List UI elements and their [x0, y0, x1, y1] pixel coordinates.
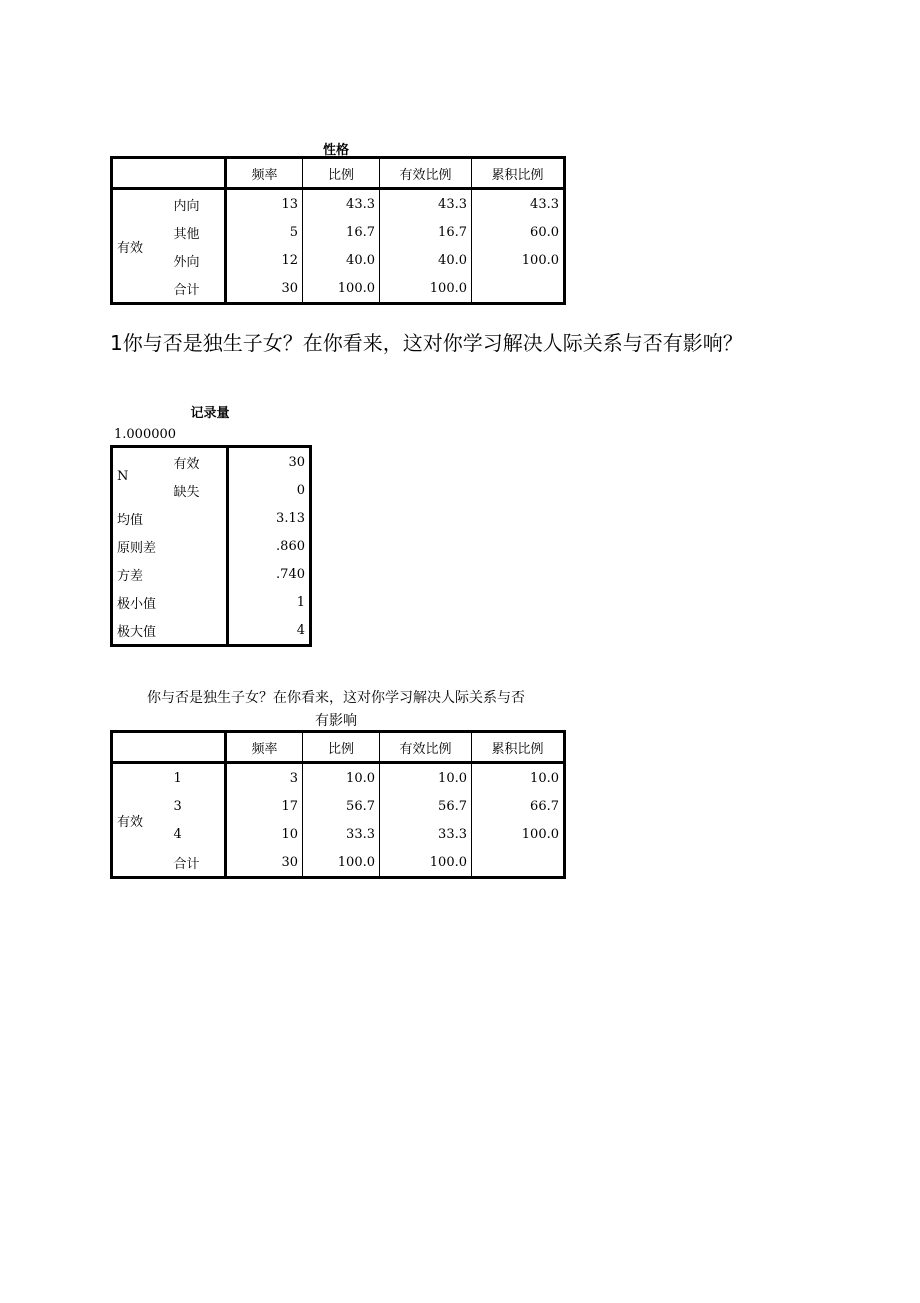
cell: 16.7: [303, 218, 380, 246]
cell: 30: [226, 848, 303, 878]
cell: 100.0: [380, 274, 472, 304]
cell: 33.3: [380, 820, 472, 848]
table-row: [112, 532, 311, 560]
cell: 10.0: [472, 763, 565, 793]
row-label: 其他: [173, 226, 200, 242]
question-heading: 1你与否是独生子女？在你看来，这对你学习解决人际关系与否有影响？: [110, 331, 743, 355]
table-row: [112, 792, 565, 820]
cell: 13: [226, 189, 303, 219]
table3-header-row: [112, 732, 565, 763]
table-row: [112, 763, 565, 793]
cell: 10.0: [380, 763, 472, 793]
table1-header: 比例: [303, 158, 380, 189]
cell: 5: [226, 218, 303, 246]
table1-header: 频率: [226, 158, 303, 189]
table-row: [112, 218, 565, 246]
cell: 100.0: [472, 820, 565, 848]
row-label: 合计: [170, 848, 226, 878]
cell: 100.0: [380, 848, 472, 878]
cell: 43.3: [303, 189, 380, 219]
table2: [110, 445, 312, 647]
cell: 30: [226, 274, 303, 304]
table1-header-row: [112, 158, 565, 189]
cell: 40.0: [380, 246, 472, 274]
cell: [472, 274, 565, 304]
table-row: [112, 616, 311, 646]
row-label: 合计: [170, 274, 226, 304]
table1: [110, 156, 566, 305]
table1-header: 累积比例: [472, 158, 565, 189]
cell: 100.0: [472, 246, 565, 274]
cell: 10: [226, 820, 303, 848]
table-row: [112, 189, 565, 219]
table1-corner: [112, 158, 226, 189]
cell: 12: [226, 246, 303, 274]
table3-title-line1: 你与否是独生子女？在你看来，这对你学习解决人际关系与否: [147, 690, 525, 706]
cell: [472, 848, 565, 878]
table2-title: 记录量: [190, 406, 230, 421]
table3-corner: [112, 732, 226, 763]
cell: 1: [228, 588, 311, 616]
table3-header: 累积比例: [472, 732, 565, 763]
cell: 66.7: [472, 792, 565, 820]
row-label: 4: [173, 826, 182, 842]
cell: 60.0: [472, 218, 565, 246]
table3-header: 频率: [226, 732, 303, 763]
cell: 30: [228, 447, 311, 477]
cell: 10.0: [303, 763, 380, 793]
row-label: 1: [173, 770, 182, 786]
table-row: [112, 504, 311, 532]
table-row: [112, 820, 565, 848]
cell: 43.3: [472, 189, 565, 219]
row-label: 原则差: [112, 532, 228, 560]
cell: .860: [228, 532, 311, 560]
table-row: [112, 246, 565, 274]
table-row: [112, 560, 311, 588]
cell: 0: [228, 476, 311, 504]
row-label: 缺失: [173, 484, 200, 500]
cell: 100.0: [303, 274, 380, 304]
table3-title-line2: 有影响: [315, 713, 357, 729]
table3-group-label: 有效: [112, 763, 170, 878]
table1-header: 有效比例: [380, 158, 472, 189]
cell: 43.3: [380, 189, 472, 219]
cell: 17: [226, 792, 303, 820]
cell: .740: [228, 560, 311, 588]
row-label: 有效: [173, 456, 200, 472]
cell: 100.0: [303, 848, 380, 878]
cell: 40.0: [303, 246, 380, 274]
row-label: 均值: [112, 504, 228, 532]
table1-title: 性格: [322, 143, 349, 158]
cell: 33.3: [303, 820, 380, 848]
row-label: 极大值: [112, 616, 228, 646]
table-row: [112, 274, 565, 304]
row-label: 内向: [173, 198, 200, 214]
cell: 56.7: [303, 792, 380, 820]
row-label: 极小值: [112, 588, 228, 616]
row-label: 方差: [112, 560, 228, 588]
table2-n-label: N: [112, 447, 170, 505]
cell: 3: [226, 763, 303, 793]
table3-header: 比例: [303, 732, 380, 763]
table-row: [112, 588, 311, 616]
table3: [110, 730, 566, 879]
table2-subtitle: 1.000000: [114, 427, 177, 442]
table3-header: 有效比例: [380, 732, 472, 763]
table1-group-label: 有效: [112, 189, 170, 304]
cell: 3.13: [228, 504, 311, 532]
cell: 56.7: [380, 792, 472, 820]
table-row: [112, 848, 565, 878]
cell: 4: [228, 616, 311, 646]
table-row: [112, 447, 311, 477]
cell: 16.7: [380, 218, 472, 246]
row-label: 外向: [173, 254, 200, 270]
row-label: 3: [173, 798, 182, 814]
